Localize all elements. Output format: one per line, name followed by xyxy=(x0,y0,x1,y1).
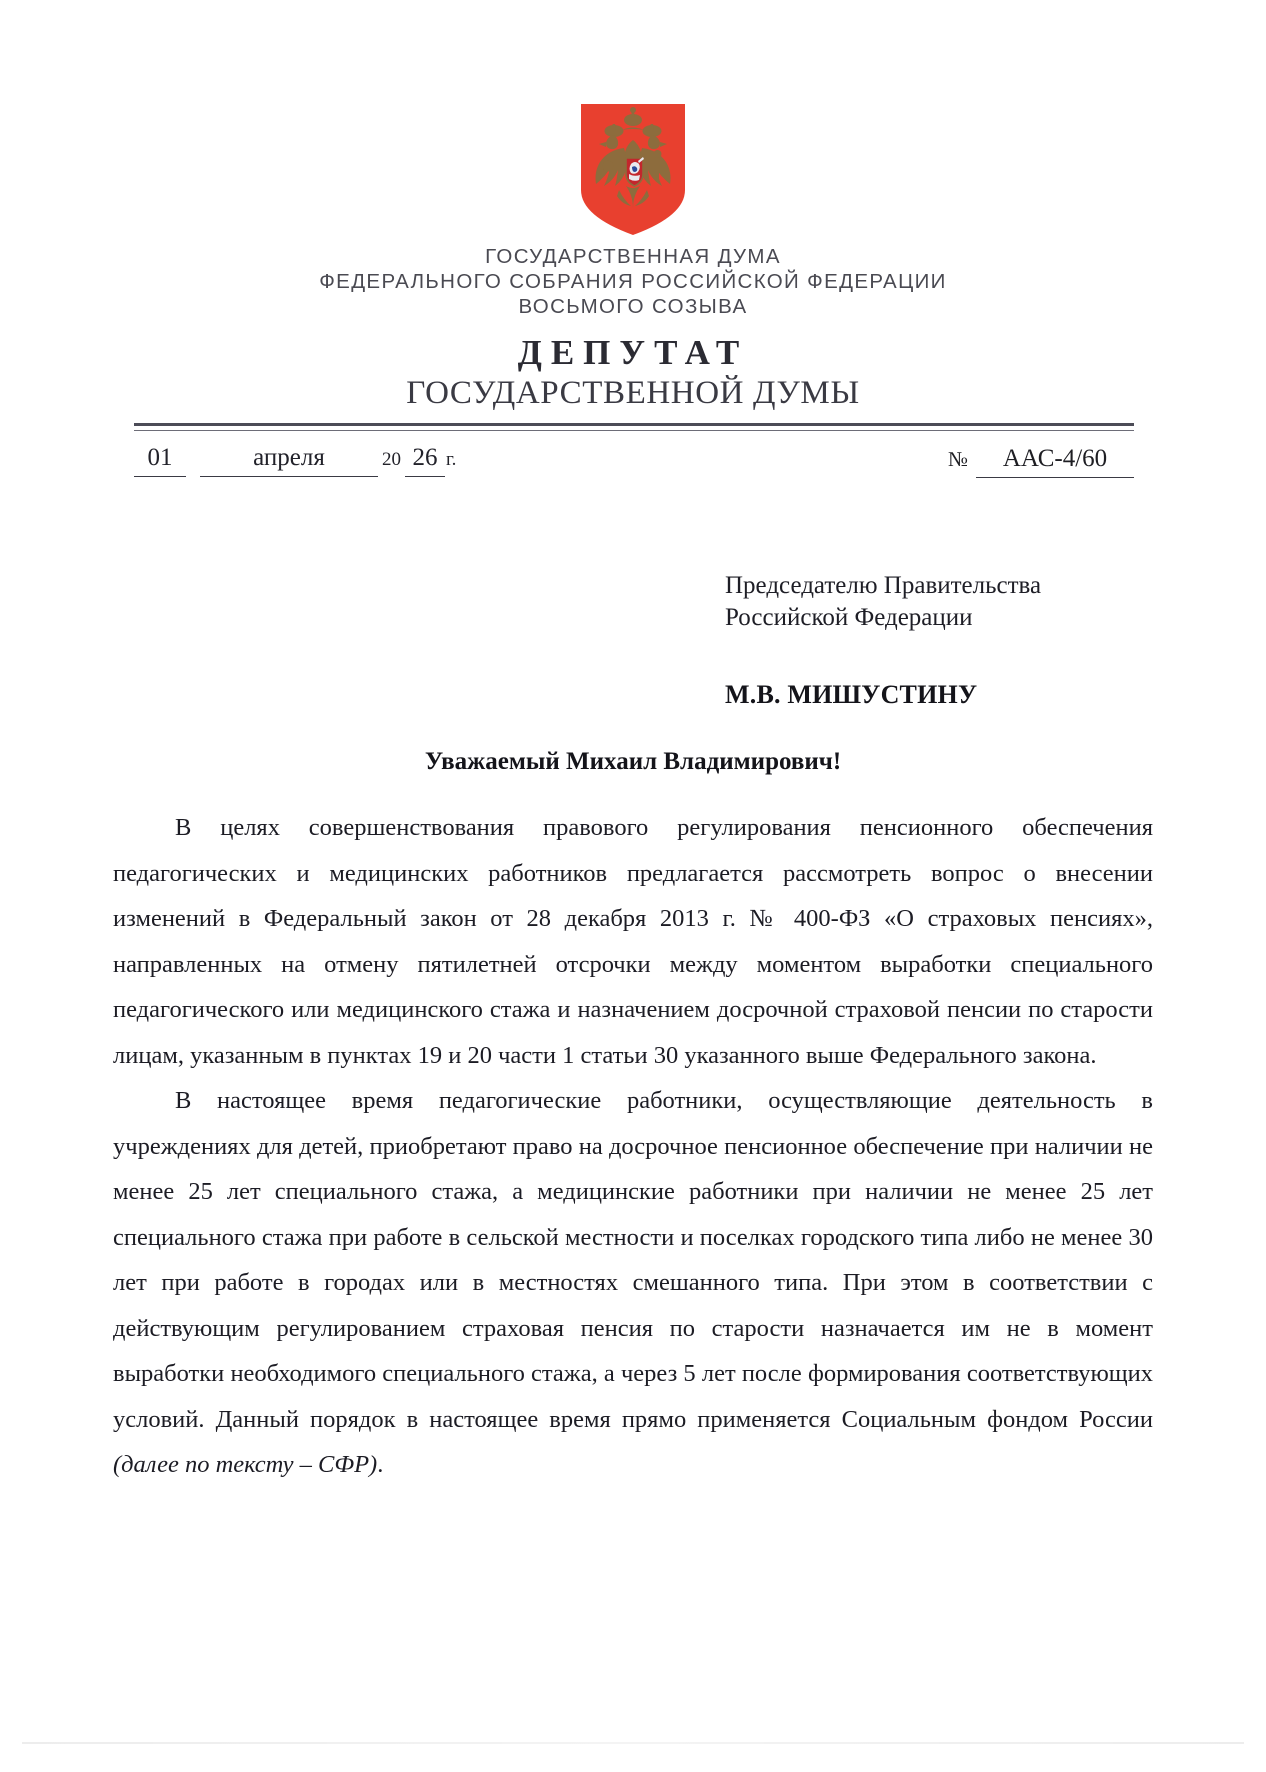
body-paragraph-2-italic: (далее по тексту – СФР) xyxy=(113,1451,378,1478)
document-body xyxy=(113,805,1153,1488)
org-line-3: ВОСЬМОГО СОЗЫВА xyxy=(518,295,748,318)
emblem-container xyxy=(0,104,1266,235)
document-meta-row xyxy=(134,444,1134,488)
addressee-line-2: Российской Федерации xyxy=(725,604,973,631)
org-line-2: ФЕДЕРАЛЬНОГО СОБРАНИЯ РОССИЙСКОЙ ФЕДЕРАЦИИ xyxy=(319,270,947,293)
addressee-line-1: Председателю Правительства xyxy=(725,572,1042,599)
date-year-suffix: г. xyxy=(446,449,457,470)
body-paragraph-2 xyxy=(113,1078,1153,1488)
number-value: ААС-4/60 xyxy=(976,445,1134,478)
org-line-1: ГОСУДАРСТВЕННАЯ ДУМА xyxy=(485,245,781,268)
date-century: 20 xyxy=(382,449,401,470)
number-symbol-icon: № xyxy=(947,447,968,471)
russian-coat-of-arms-icon xyxy=(581,104,685,235)
scan-edge xyxy=(22,1742,1244,1744)
organization-header xyxy=(0,244,1266,319)
date-year: 26 xyxy=(405,444,445,477)
body-paragraph-2-tail: . xyxy=(377,1451,384,1478)
date-day: 01 xyxy=(134,444,186,477)
addressee-name: М.В. МИШУСТИНУ xyxy=(725,680,978,709)
header-divider-thin xyxy=(134,430,1134,431)
header-divider-thick xyxy=(134,423,1134,426)
salutation: Уважаемый Михаил Владимирович! xyxy=(424,748,842,775)
addressee-block xyxy=(725,570,1145,634)
body-paragraph-2-main: В настоящее время педагогические работники, осуществляющие деятельность в учреждениях для детей, приобретают право на досрочное пенсионное обеспечение при наличии не менее 25 лет специального стажа, а медицинские работники при наличии не менее 25 лет специального стажа при работе в сельской местности и поселках городского типа либо не менее 30 лет при работе в городах или в местностях смешанного типа. При этом в соответствии с действующим регулированием страховая пенсия по старости назначается им не в момент выработки необходимого специального стажа, а через 5 лет после формирования соответствующих условий. Данный порядок в настоящее время прямо применяется Социальным фондом России xyxy=(113,1087,1153,1433)
page-subtitle: ГОСУДАРСТВЕННОЙ ДУМЫ xyxy=(406,375,860,411)
page-title: ДЕПУТАТ xyxy=(517,333,749,372)
body-paragraph-1: В целях совершенствования правового регулирования пенсионного обеспечения педагогических и медицинских работников предлагается рассмотреть вопрос о внесении изменений в Федеральный закон от 28 декабря 2013 г. № 400-ФЗ «О страховых пенсиях», направленных на отмену пятилетней отсрочки между моментом выработки специального педагогического или медицинского стажа и назначением досрочной страховой пенсии по старости лицам, указанным в пунктах 19 и 20 части 1 статьи 30 указанного выше Федерального закона. xyxy=(113,814,1153,1069)
document-date xyxy=(134,444,456,477)
date-month: апреля xyxy=(200,444,378,477)
document-number xyxy=(948,445,1134,478)
